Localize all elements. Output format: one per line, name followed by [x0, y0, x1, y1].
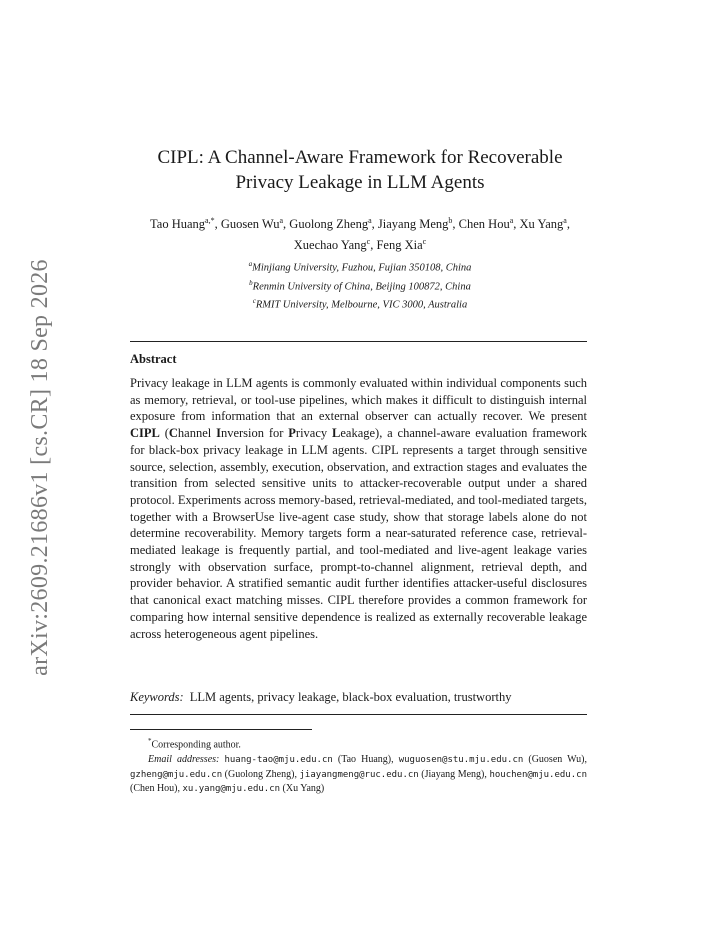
footnotes [130, 734, 587, 797]
cipl-acronym: CIPL [130, 426, 160, 441]
paper-title [130, 145, 590, 195]
footnote-rule [130, 729, 312, 730]
author-sup: a [368, 216, 372, 225]
abstract-bottom-rule [130, 714, 587, 715]
affiliation: $^b$Renmin University of China, Beijing 100872, China [249, 278, 471, 292]
author: Chen Hou$^a$ [458, 216, 514, 232]
author: Xu Yang$^a$ [519, 216, 567, 232]
author-sup: a [563, 216, 567, 225]
author-sup: c [366, 237, 371, 247]
abstract-top-rule [130, 341, 587, 342]
author: Guosen Wu$^a$ [220, 216, 284, 232]
title-line-2: Privacy Leakage in LLM Agents [235, 172, 485, 193]
arxiv-side-stamp [20, 258, 60, 676]
arxiv-identifier[interactable]: arXiv:2609.21686v1 [cs.CR] 18 Sep 2026 [26, 258, 53, 676]
author-sup: a,* [205, 216, 215, 225]
keywords-text: LLM agents, privacy leakage, black-box evaluation, trustworthy [189, 690, 512, 704]
author: Guolong Zheng$^a$ [289, 216, 372, 232]
affiliation: $^c$RMIT University, Melbourne, VIC 3000, Australia [252, 297, 468, 311]
author: Feng Xia$^c$ [376, 237, 427, 253]
title-line-1: CIPL: A Channel-Aware Framework for Recoverable [157, 147, 563, 168]
affiliation: $^a$Minjiang University, Fuzhou, Fujian 350108, China [248, 260, 472, 274]
email-link[interactable]: huang-tao@mju.edu.cn [224, 754, 333, 765]
author: Jiayang Meng$^b$ [377, 216, 453, 232]
keywords-label: Keywords: [130, 690, 184, 704]
author-list: Tao Huang$^{a,*}$, Guosen Wu$^a$, Guolong Zheng$^a$, Jiayang Meng$^b$, Chen Hou$^a$, Xu Yang$^a$, Xuechao Yang$^c$, Feng Xia$^c$ [150, 216, 570, 253]
author-sup: a [509, 216, 514, 225]
email-addresses: Email addresses: huang-tao@mju.edu.cn (Tao Huang), wuguosen@stu.mju.edu.cn (Guosen Wu), gzheng@mju.edu.cn (Guolong Zheng), jiayangmeng@ruc.edu.cn (Jiayang Meng), houchen@mju.edu.cn (Chen Hou), xu.yang@mju.edu.cn (Xu Yang) [130, 753, 588, 795]
author: Tao Huang$^{a,*}$ [150, 216, 215, 232]
abstract-heading: Abstract [130, 352, 177, 366]
email-link[interactable]: jiayangmeng@ruc.edu.cn [299, 769, 419, 780]
email-link[interactable]: gzheng@mju.edu.cn [130, 769, 223, 780]
author: Xuechao Yang$^c$ [293, 237, 371, 253]
abstract-text: Privacy leakage in LLM agents is commonly evaluated within individual components such as memory, retrieval, or tool-use pipelines, which makes it difficult to distinguish internal exposure from information that an external observer can actually recover. We present CIPL (Channel Inversion for Privacy Leakage), a channel-aware evaluation framework for black-box privacy leakage in LLM agents. CIPL represents a target through sensitive source, selection, assembly, execution, observation, and extraction stages and evaluates the transition from selected sensitive units to attacker-recoverable output under a shared protocol. Experiments across memory-based, retrieval-mediated, and tool-mediated targets, together with a BrowserUse live-agent case study, show that storage labels alone do not determine recoverability. Memory targets form a near-saturated reference case, retrieval-mediated leakage is frequently partial, and tool-mediated and live-agent leakage varies strongly with observation surface, prompt-to-channel alignment, retrieval depth, and provider behavior. A stratified semantic audit further identifies attacker-useful disclosures that canonical exact matching misses. CIPL therefore provides a common framework for comparing how internal sensitive dependence is realized as externally recoverable leakage across heterogeneous agent pipelines. [130, 376, 588, 641]
author-sup: b [448, 216, 453, 225]
author-sup: c [422, 237, 427, 247]
email-link[interactable]: wuguosen@stu.mju.edu.cn [398, 754, 524, 765]
corresponding-author-note: *Corresponding author. [148, 737, 241, 751]
affiliation-list [130, 257, 590, 313]
email-link[interactable]: xu.yang@mju.edu.cn [182, 784, 281, 795]
author-sup: a [279, 216, 284, 225]
keywords-line [130, 689, 587, 706]
email-link[interactable]: houchen@mju.edu.cn [489, 769, 587, 780]
